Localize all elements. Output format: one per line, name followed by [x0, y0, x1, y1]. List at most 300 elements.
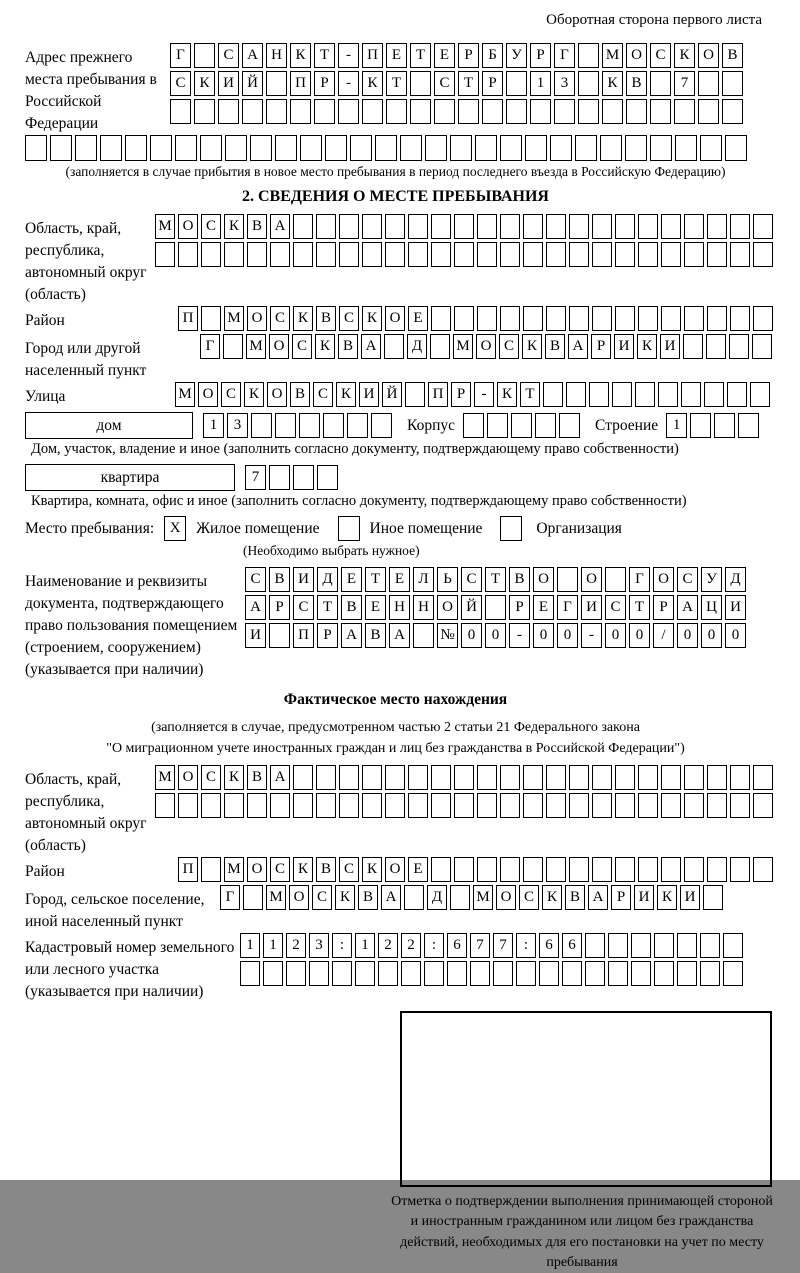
prev-address-label: Адрес прежнего места пребывания в Российской Федерации: [25, 49, 157, 132]
char-box: [602, 99, 623, 124]
char-box: 1: [203, 413, 224, 438]
char-box: С: [499, 334, 519, 359]
char-box: [753, 214, 773, 239]
char-box: [523, 857, 543, 882]
char-box: [615, 306, 635, 331]
char-box: А: [568, 334, 588, 359]
char-box: [405, 382, 425, 407]
char-box: [661, 242, 681, 267]
char-box: [316, 765, 336, 790]
char-box: [550, 135, 572, 161]
char-box: [738, 413, 759, 438]
char-box: К: [602, 71, 623, 96]
char-box: П: [178, 306, 198, 331]
char-box: [500, 793, 520, 818]
char-box: [638, 242, 658, 267]
char-box: [703, 885, 723, 910]
char-box: Р: [269, 595, 290, 620]
char-box: У: [506, 43, 527, 68]
char-box: У: [701, 567, 722, 592]
char-box: А: [270, 214, 290, 239]
char-box: И: [680, 885, 700, 910]
char-box: С: [339, 857, 359, 882]
char-box: [523, 214, 543, 239]
char-box: С: [201, 765, 221, 790]
char-box: В: [358, 885, 378, 910]
char-box: С: [270, 857, 290, 882]
char-box: [661, 214, 681, 239]
char-box: [362, 242, 382, 267]
char-box: [511, 413, 532, 438]
char-box: Б: [482, 43, 503, 68]
char-box: [706, 334, 726, 359]
char-box: А: [389, 623, 410, 648]
char-box: К: [542, 885, 562, 910]
actual-city-label: Город, сельское поселение, иной населенный пункт: [25, 891, 205, 930]
char-box: [730, 306, 750, 331]
apartment-type-box: квартира: [25, 464, 235, 491]
char-box: [175, 135, 197, 161]
char-box: [125, 135, 147, 161]
char-box: М: [453, 334, 473, 359]
char-box: [500, 242, 520, 267]
char-box: [431, 765, 451, 790]
actual-location-title: Фактическое место нахождения: [283, 691, 508, 708]
char-box: Р: [317, 623, 338, 648]
char-box: [477, 793, 497, 818]
char-box: Р: [591, 334, 611, 359]
char-box: М: [155, 765, 175, 790]
char-box: [608, 933, 628, 958]
char-row: [175, 382, 773, 407]
char-box: [523, 765, 543, 790]
char-box: [201, 857, 221, 882]
char-box: [309, 961, 329, 986]
stroenie-cells: [666, 413, 762, 438]
char-box: [218, 99, 239, 124]
stay-type-row: [25, 516, 766, 541]
char-box: [286, 961, 306, 986]
char-box: С: [677, 567, 698, 592]
char-box: [578, 71, 599, 96]
char-box: Е: [408, 857, 428, 882]
char-box: 2: [401, 933, 421, 958]
char-box: 7: [245, 465, 266, 490]
char-box: [201, 306, 221, 331]
char-box: 0: [629, 623, 650, 648]
char-box: [661, 793, 681, 818]
char-box: Р: [482, 71, 503, 96]
char-box: 0: [725, 623, 746, 648]
char-box: В: [722, 43, 743, 68]
stay-type-note: (Необходимо выбрать нужное): [243, 543, 420, 558]
char-box: Т: [520, 382, 540, 407]
char-box: [371, 413, 392, 438]
street-label: Улица: [25, 388, 66, 405]
char-box: [698, 71, 719, 96]
stamp-note: Отметка о подтверждении выполнения принимающей стороной и иностранным гражданином или лицом без гражданства действий, необходимых для его постановки на учет по месту пребывания: [391, 1194, 773, 1270]
char-box: [615, 214, 635, 239]
char-box: А: [381, 885, 401, 910]
char-box: [539, 961, 559, 986]
char-box: К: [244, 382, 264, 407]
char-box: [293, 214, 313, 239]
char-box: [575, 135, 597, 161]
char-box: В: [509, 567, 530, 592]
char-box: Е: [341, 567, 362, 592]
char-box: [431, 242, 451, 267]
char-box: [569, 765, 589, 790]
stroenie-label: Строение: [595, 416, 659, 434]
char-box: [454, 857, 474, 882]
char-box: Г: [170, 43, 191, 68]
char-box: 0: [677, 623, 698, 648]
actual-region-field: [25, 765, 766, 857]
char-box: [707, 857, 727, 882]
char-box: [454, 765, 474, 790]
char-box: [378, 961, 398, 986]
char-box: 7: [493, 933, 513, 958]
char-box: Г: [629, 567, 650, 592]
char-box: [431, 857, 451, 882]
char-box: [500, 135, 522, 161]
char-box: 2: [378, 933, 398, 958]
char-row: [240, 933, 766, 958]
char-box: [615, 793, 635, 818]
char-box: Л: [413, 567, 434, 592]
char-box: [506, 71, 527, 96]
char-box: [723, 933, 743, 958]
char-box: [384, 334, 404, 359]
prev-address-field: [25, 43, 766, 135]
char-box: [275, 135, 297, 161]
char-box: [554, 99, 575, 124]
char-box: [638, 214, 658, 239]
char-box: [362, 99, 383, 124]
option-residential-label: Жилое помещение: [196, 519, 320, 537]
char-box: [316, 214, 336, 239]
char-box: [155, 242, 175, 267]
char-box: [339, 765, 359, 790]
char-box: [430, 334, 450, 359]
char-box: [450, 135, 472, 161]
char-box: [578, 43, 599, 68]
char-box: И: [614, 334, 634, 359]
char-box: Н: [413, 595, 434, 620]
char-box: [463, 413, 484, 438]
title-document-label: Наименование и реквизиты документа, подтверждающего право пользования помещением (строением, сооружением) (указывается при наличии): [25, 573, 238, 678]
char-box: И: [293, 567, 314, 592]
actual-district-field: [25, 857, 766, 885]
char-box: [753, 793, 773, 818]
char-box: Е: [365, 595, 386, 620]
char-box: Р: [611, 885, 631, 910]
char-box: [589, 382, 609, 407]
char-box: [707, 793, 727, 818]
char-box: В: [338, 334, 358, 359]
char-box: -: [338, 43, 359, 68]
char-box: С: [434, 71, 455, 96]
char-box: [243, 885, 263, 910]
char-box: Й: [382, 382, 402, 407]
char-box: [385, 793, 405, 818]
char-box: Д: [725, 567, 746, 592]
char-row: [170, 99, 766, 124]
korpus-cells: [463, 413, 583, 438]
char-box: [516, 961, 536, 986]
char-box: [450, 885, 470, 910]
apartment-row: [25, 464, 766, 491]
char-box: [339, 214, 359, 239]
char-box: А: [341, 623, 362, 648]
char-box: П: [428, 382, 448, 407]
section2-title: 2. СВЕДЕНИЯ О МЕСТЕ ПРЕБЫВАНИЯ: [242, 188, 549, 205]
actual-location-note-line2: "О миграционном учете иностранных граждан и лиц без гражданства в Российской Федерации"): [106, 741, 685, 756]
char-box: [338, 99, 359, 124]
char-box: [730, 214, 750, 239]
char-box: [546, 214, 566, 239]
char-box: В: [247, 765, 267, 790]
char-box: [242, 99, 263, 124]
char-box: [385, 242, 405, 267]
char-row: [245, 567, 766, 592]
char-box: К: [335, 885, 355, 910]
char-box: [592, 214, 612, 239]
char-box: [362, 765, 382, 790]
char-box: [500, 765, 520, 790]
char-box: Т: [458, 71, 479, 96]
char-box: [730, 242, 750, 267]
char-box: [675, 135, 697, 161]
char-box: 3: [554, 71, 575, 96]
option-other-premises-label: Иное помещение: [369, 519, 483, 537]
char-box: [293, 765, 313, 790]
char-box: 6: [447, 933, 467, 958]
char-box: О: [698, 43, 719, 68]
cadastre-field: [25, 933, 766, 1003]
char-box: [684, 857, 704, 882]
char-box: [638, 306, 658, 331]
char-box: [650, 99, 671, 124]
char-row: [220, 885, 766, 910]
char-box: О: [267, 382, 287, 407]
char-box: [150, 135, 172, 161]
char-box: [266, 71, 287, 96]
char-box: [612, 382, 632, 407]
char-box: К: [674, 43, 695, 68]
char-box: Р: [530, 43, 551, 68]
char-box: Е: [386, 43, 407, 68]
cadastre-label: Кадастровый номер земельного или лесного участка (указывается при наличии): [25, 939, 235, 1000]
checkbox-other-premises: [338, 516, 360, 541]
char-box: [654, 961, 674, 986]
char-box: 1: [666, 413, 687, 438]
char-row: [155, 214, 776, 239]
char-box: [404, 885, 424, 910]
char-box: [293, 793, 313, 818]
char-box: [316, 242, 336, 267]
char-box: 6: [562, 933, 582, 958]
char-box: [201, 242, 221, 267]
char-box: [546, 793, 566, 818]
char-box: Р: [458, 43, 479, 68]
char-box: [605, 567, 626, 592]
char-box: [408, 765, 428, 790]
char-box: Е: [533, 595, 554, 620]
char-box: Р: [314, 71, 335, 96]
char-box: [410, 99, 431, 124]
char-box: 0: [485, 623, 506, 648]
char-box: П: [362, 43, 383, 68]
char-box: [408, 242, 428, 267]
char-box: [482, 99, 503, 124]
char-box: [325, 135, 347, 161]
house-type-box: дом: [25, 412, 193, 439]
char-box: К: [637, 334, 657, 359]
char-box: Г: [220, 885, 240, 910]
char-box: [638, 857, 658, 882]
char-box: [375, 135, 397, 161]
char-box: [431, 306, 451, 331]
char-box: [566, 382, 586, 407]
korpus-label: Корпус: [407, 416, 455, 434]
apartment-note: Квартира, комната, офис и иное (заполнить согласно документу, подтверждающему право собственности): [31, 493, 687, 509]
char-box: [408, 793, 428, 818]
char-box: [569, 242, 589, 267]
city-label: Город или другой населенный пункт: [25, 340, 147, 379]
char-box: [275, 413, 296, 438]
char-box: [650, 71, 671, 96]
char-box: О: [247, 857, 267, 882]
char-box: [546, 857, 566, 882]
char-box: [730, 765, 750, 790]
char-box: [178, 793, 198, 818]
char-row: [170, 71, 766, 96]
stay-type-label: Место пребывания:: [25, 519, 155, 537]
char-box: [722, 99, 743, 124]
char-box: И: [634, 885, 654, 910]
char-box: Т: [365, 567, 386, 592]
char-box: [223, 334, 243, 359]
char-box: [355, 961, 375, 986]
char-box: О: [533, 567, 554, 592]
char-box: [263, 961, 283, 986]
char-box: [707, 214, 727, 239]
char-box: К: [657, 885, 677, 910]
char-box: [100, 135, 122, 161]
stamp-area: [400, 1011, 772, 1187]
char-box: С: [218, 43, 239, 68]
char-box: [730, 793, 750, 818]
actual-location-note: [25, 717, 766, 759]
char-box: [543, 382, 563, 407]
char-box: Р: [509, 595, 530, 620]
char-box: С: [650, 43, 671, 68]
char-box: [631, 961, 651, 986]
char-box: [729, 334, 749, 359]
char-box: [194, 99, 215, 124]
region-label: Область, край, республика, автономный округ (область): [25, 220, 147, 303]
char-box: Д: [407, 334, 427, 359]
char-box: [75, 135, 97, 161]
char-box: О: [269, 334, 289, 359]
char-box: К: [362, 857, 382, 882]
char-box: Г: [554, 43, 575, 68]
char-box: [485, 595, 506, 620]
char-row: [155, 242, 776, 267]
char-box: В: [247, 214, 267, 239]
char-box: [684, 765, 704, 790]
char-box: [546, 765, 566, 790]
char-row: [178, 306, 776, 331]
char-box: [750, 382, 770, 407]
char-box: :: [332, 933, 352, 958]
char-box: К: [293, 857, 313, 882]
char-box: С: [313, 382, 333, 407]
char-box: [408, 214, 428, 239]
char-box: 7: [674, 71, 695, 96]
char-box: №: [437, 623, 458, 648]
char-box: 0: [461, 623, 482, 648]
char-box: [454, 214, 474, 239]
char-box: [569, 793, 589, 818]
char-box: А: [677, 595, 698, 620]
char-box: [477, 857, 497, 882]
char-box: А: [242, 43, 263, 68]
char-box: [194, 43, 215, 68]
apartment-number-cells: [245, 465, 341, 490]
char-row: [170, 43, 766, 68]
char-box: [753, 857, 773, 882]
char-box: [299, 413, 320, 438]
char-box: [592, 857, 612, 882]
char-box: [225, 135, 247, 161]
char-box: [25, 135, 47, 161]
char-box: О: [247, 306, 267, 331]
char-box: [454, 242, 474, 267]
char-box: Ь: [437, 567, 458, 592]
char-box: И: [218, 71, 239, 96]
char-box: [752, 334, 772, 359]
char-box: О: [178, 765, 198, 790]
char-box: 3: [227, 413, 248, 438]
char-box: [635, 382, 655, 407]
char-box: А: [588, 885, 608, 910]
char-box: К: [522, 334, 542, 359]
char-box: О: [385, 857, 405, 882]
char-box: :: [516, 933, 536, 958]
char-box: В: [365, 623, 386, 648]
char-row: [155, 793, 776, 818]
char-box: Т: [386, 71, 407, 96]
char-box: 1: [240, 933, 260, 958]
char-box: 1: [530, 71, 551, 96]
char-box: [546, 306, 566, 331]
char-box: [615, 857, 635, 882]
char-box: [707, 765, 727, 790]
char-box: С: [293, 595, 314, 620]
char-box: [385, 765, 405, 790]
char-box: М: [224, 306, 244, 331]
char-box: [339, 793, 359, 818]
char-box: [347, 413, 368, 438]
char-box: [266, 99, 287, 124]
char-box: А: [245, 595, 266, 620]
char-box: [155, 793, 175, 818]
char-box: М: [175, 382, 195, 407]
option-organization-label: Организация: [536, 519, 622, 537]
char-box: [447, 961, 467, 986]
